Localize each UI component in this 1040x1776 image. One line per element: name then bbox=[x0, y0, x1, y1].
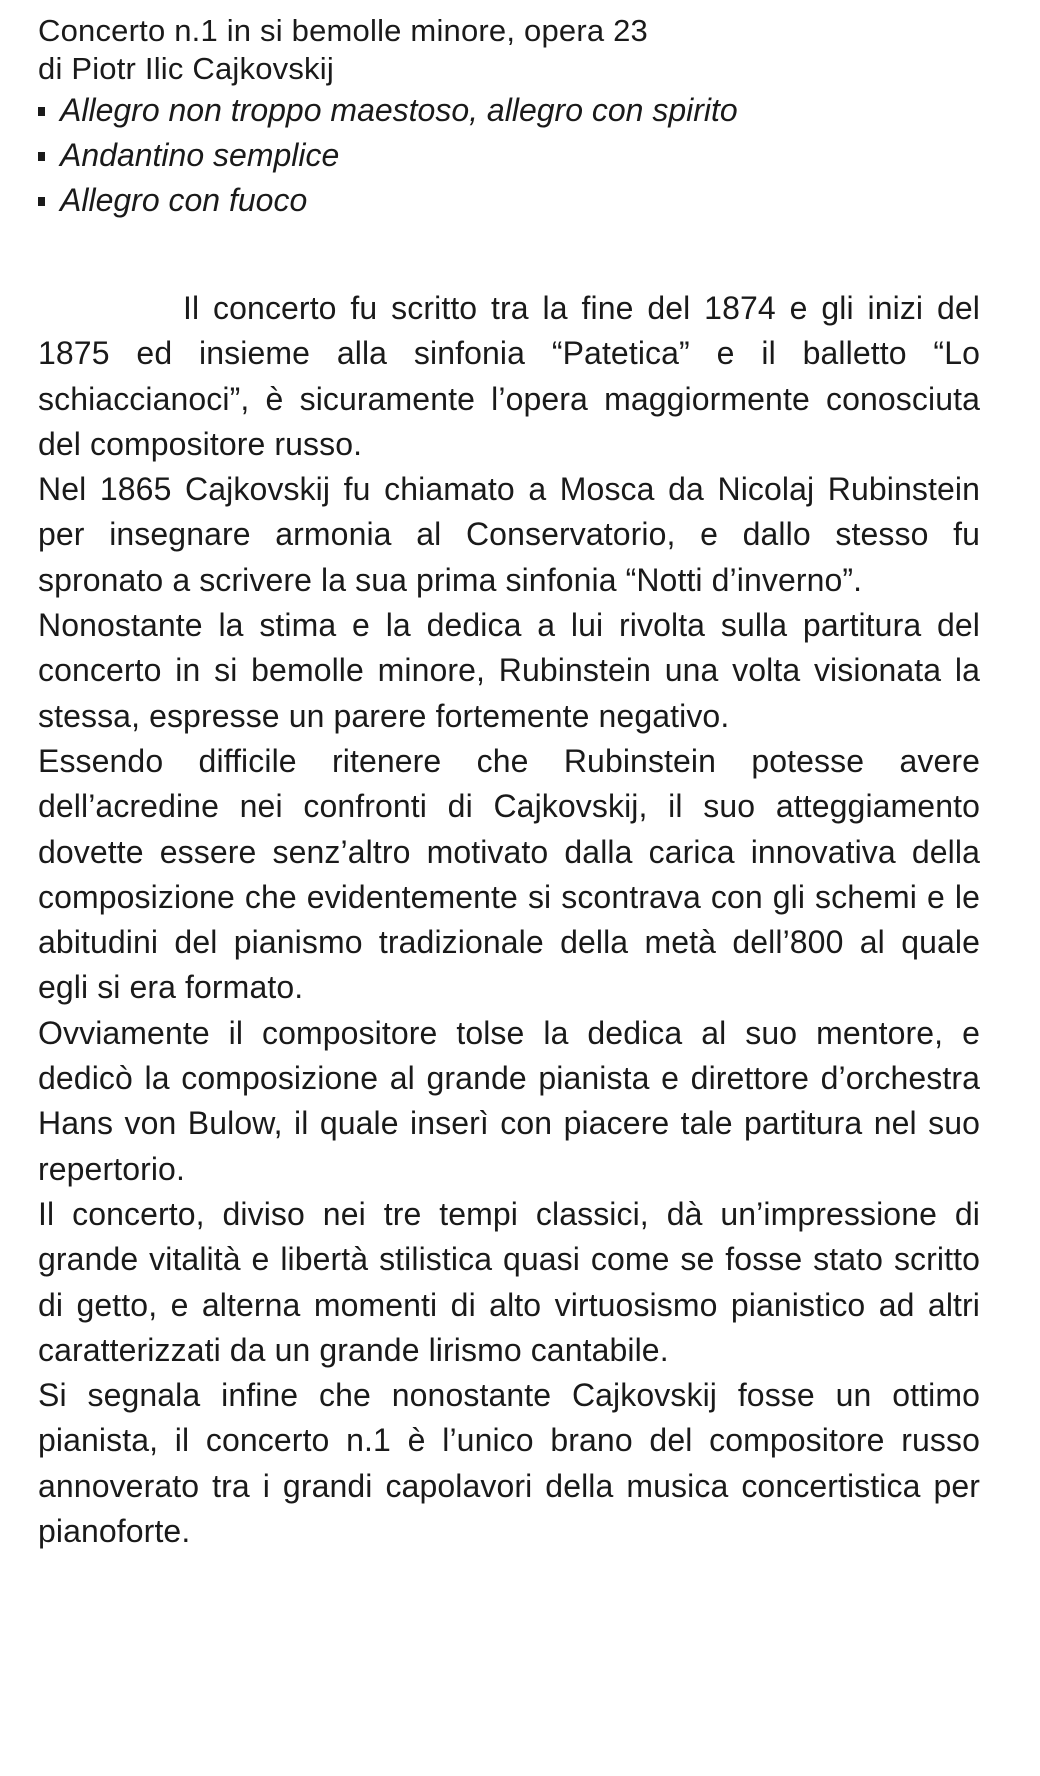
title-line-2: di Piotr Ilic Cajkovskij bbox=[38, 51, 334, 86]
paragraph: Il concerto, diviso nei tre tempi classici, dà un’impressione di grande vitalità e libertà stilistica quasi come se fosse stato scritto di getto, e alterna momenti di alto virtuosismo pianistico ad altri caratterizzati da un grande lirismo cantabile. bbox=[38, 1195, 980, 1368]
movement-label: Andantino semplice bbox=[60, 137, 340, 173]
movement-label: Allegro con fuoco bbox=[60, 182, 308, 218]
bullet-icon bbox=[38, 152, 45, 161]
document-page bbox=[38, 12, 980, 1554]
movement-item bbox=[38, 88, 980, 133]
paragraph: Si segnala infine che nonostante Cajkovskij fosse un ottimo pianista, il concerto n.1 è l’unico brano del compositore russo annoverato tra i grandi capolavori della musica concertistica per pianoforte. bbox=[38, 1377, 980, 1550]
paragraph: Il concerto fu scritto tra la fine del 1874 e gli inizi del 1875 ed insieme alla sinfonia “Patetica” e il balletto “Lo schiaccianoci”, è sicuramente l’opera maggiormente conosciuta del compositore russo. bbox=[38, 290, 980, 462]
paragraph: Nonostante la stima e la dedica a lui rivolta sulla partitura del concerto in si bemolle minore, Rubinstein una volta visionata la stessa, espresse un parere fortemente negativo. bbox=[38, 607, 980, 734]
article-body bbox=[38, 286, 980, 1554]
movement-label: Allegro non troppo maestoso, allegro con spirito bbox=[60, 92, 738, 128]
movement-item bbox=[38, 178, 980, 223]
paragraph: Essendo difficile ritenere che Rubinstein potesse avere dell’acredine nei confronti di Cajkovskij, il suo atteggiamento dovette essere senz’altro motivato dalla carica innovativa della composizione che evidentemente si scontrava con gli schemi e le abitudini del pianismo tradizionale della metà dell’800 al quale egli si era formato. bbox=[38, 742, 980, 1006]
movement-list bbox=[38, 88, 980, 223]
title-line-1: Concerto n.1 in si bemolle minore, opera 23 bbox=[38, 13, 648, 48]
bullet-icon bbox=[38, 197, 45, 206]
movement-item bbox=[38, 133, 980, 178]
paragraph: Ovviamente il compositore tolse la dedica al suo mentore, e dedicò la composizione al grande pianista e direttore d’orchestra Hans von Bulow, il quale inserì con piacere tale partitura nel suo repertorio. bbox=[38, 1014, 980, 1187]
paragraph: Nel 1865 Cajkovskij fu chiamato a Mosca da Nicolaj Rubinstein per insegnare armonia al Conservatorio, e dallo stesso fu spronato a scrivere la sua prima sinfonia “Notti d’inverno”. bbox=[38, 471, 980, 598]
bullet-icon bbox=[38, 107, 45, 116]
